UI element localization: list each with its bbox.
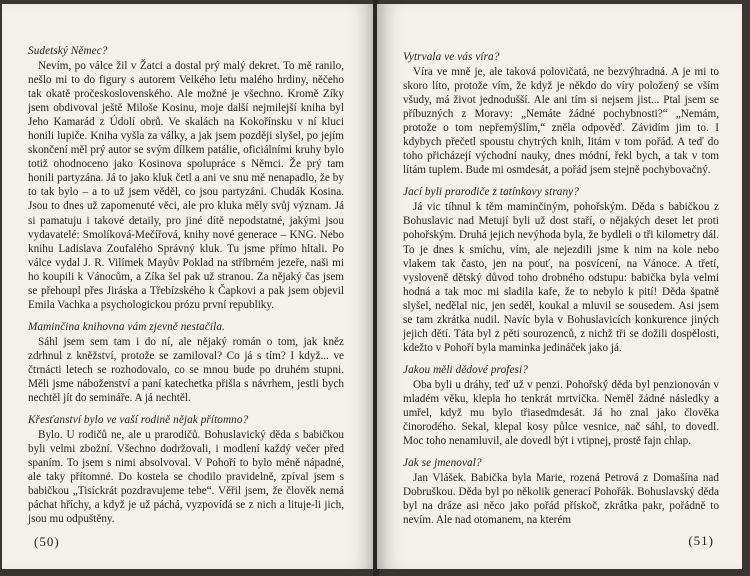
- question-heading: Jací byli prarodiče z tatínkovy strany?: [403, 186, 579, 199]
- answer-paragraph: Jan Vlášek. Babička byla Marie, rozená Petrová z Domašína nad Dobruškou. Děda byl po několik generací Pohořák. Bohuslavský děda byl na dráze asi něco jako pořád přískoč, zkrátka pakr, pořádně to nevím. Ale nad otomanem, na kterém: [403, 472, 719, 527]
- question-heading: Maminčina knihovna vám zjevně nestačila.: [28, 320, 225, 333]
- right-page-text: [403, 50, 719, 527]
- page-number: (51): [688, 533, 714, 548]
- left-page: [2, 4, 375, 569]
- answer-paragraph: Víra ve mně je, ale taková polovičatá, ne bezvýhradná. A je mi to skoro líto, protože vím, že když je někdo do víry položený se vším všudy, má život jednodušší. Ale ani tím si nejsem jist... Ptal jsem se příbuzných z Moravy: „Nemáte žádné pochybnosti?“ „Nemám, protože o tom nepřemýšlím,“ zněla odpověď. Závidím jim to. I kdybych přečetl spoustu chytrých knih, litám v tom pořád. A teď do toho přicházejí východní nauky, dnes módní, řekl bych, a tak v tom lítám tuplem. Bude mi osmdesát, a pořád jsem stejně pochybovačný.: [403, 66, 719, 177]
- left-page-text: [28, 44, 344, 526]
- question-heading: Jakou měli dědové profesi?: [403, 363, 528, 376]
- answer-paragraph: Nevím, po válce žil v Žatci a dostal prý malý dekret. To mě ranilo, nešlo mi to do figury s autorem Velkého letu malého hrdiny, něčeho tak okatě pročeskoslovenského. Ale možné je všechno. Kromě Zíky jsem obdivoval ještě Miloše Kosinu, moje další nejmilejší kniha byl Jeho Kamarád z Údolí obrů. Ve skalách na Kokořínsku v ní kluci honili lupiče. Kniha vyšla za války, a jak jsem později slyšel, po jejím skončení měl prý autor se svým dílkem patálie, oficiálními kruhy bylo totiž ohodnoceno jako Kosinova spolupráce s Němci. Že prý tam honili partyzána. Já to jako kluk četl a ani ve snu mě nenapadlo, že by to tak bylo – a to už jsem věděl, co jsou partyzáni. Chudák Kosina. Jsou to dnes už zapomenuté věci, ale pro kluka měly svůj význam. Já si pamatuju i takové detaily, pro jiné dítě nepodstatné, jakými jsou vydavatelé: Smolíková-Mečířová, knihy nové generace – KNG. Nebo knihu Ladislava Zoufalého Správný kluk. Tu jsme přímo hltali. Po válce vydal J. R. Vilímek Mayův Poklad na stříbrném jezeře, naši mi ho koupili k Vánocům, a Zíka šel pak už stranou. Za nějaký čas jsem se přehoupl přes Jiráska a Třebízského k Čapkovi a pak jsem objevil Emila Vachka a psychologickou prózu první republiky.: [28, 60, 344, 311]
- answer-paragraph: Bylo. U rodičů ne, ale u prarodičů. Bohuslavický děda s babičkou byli velmi zbožní. Všechno dodržovali, i modlení každý večer před spaním. To jsem s nimi absolvoval. V Pohoří to bylo méně nápadné, ale taky přítomné. Do kostela se chodilo pravidelně, zpíval jsem s babičkou „Tisíckrát pozdravujeme tebe“. Věřil jsem, že člověk nemá páchat hříchy, a když je už páchá, vyzpovídá se z nich a lituje-li jich, jsou mu odpuštěny.: [28, 429, 344, 526]
- question-heading: Vytrvala ve vás víra?: [403, 51, 500, 63]
- question-heading: Křesťanství bylo ve vaší rodině nějak přítomno?: [28, 414, 249, 427]
- right-page: [377, 4, 742, 569]
- answer-paragraph: Já vic tíhnul k těm maminčiným, pohořským. Děda s babičkou z Bohuslavic nad Metují byli už dost staří, o nějakých deset let proti pohořským. Druhá jejich nevýhoda byla, že bydleli o tři kilometry dál. To je dnes k smíchu, vím, ale nejezdili jsme k nim na kole nebo vlakem tak často, jen na pouť, na posvícení, na Vánoce. A třetí, vysloveně dětský důvod toho drobného odstupu: babička byla velmi hodná a tak moc mi sladila kafe, že to nebylo k pití! Děda špatně slyšel, nedělal nic, jen seděl, koukal a mluvil se sousedem. Asi jsem se tam zkrátka nudil. Navíc byla v Bohuslavicích konkurence jiných jejich dětí. Táta byl z pěti sourozenců, z nichž tři se dožili dospělosti, kdežto v Pohoří byla maminka jedináček jako já.: [403, 201, 719, 354]
- answer-paragraph: Oba byli u dráhy, teď už v penzi. Pohořský děda byl penzionován v mladém věku, klepla ho tenkrát mrtvička. Neměl žádné následky a umřel, když mu bylo třiasedmdesát. Já ho znal jako člověka činorodého. Sekal, klepal kosy půlce vesnice, nač sáhl, to dovedl. Moc toho nenamluvil, ale dovedl být i vtipnej, prostě fajn chlap.: [403, 378, 719, 448]
- answer-paragraph: Sáhl jsem sem tam i do ní, ale nějaký román o tom, jak kněz zdrhnul z kněžství, protože se zamiloval? Co já s tím? I když... ve čtrnácti letech se rozhodovalo, co se mnou bude po druhém stupni. Měli jsme náboženství a paní katechetka přišla s návrhem, jestli bych nechtěl jít do semináře. A já nechtěl.: [28, 335, 344, 405]
- question-heading: Sudetský Němec?: [28, 45, 108, 57]
- page-number: (50): [34, 534, 60, 549]
- question-heading: Jak se jmenoval?: [403, 457, 482, 470]
